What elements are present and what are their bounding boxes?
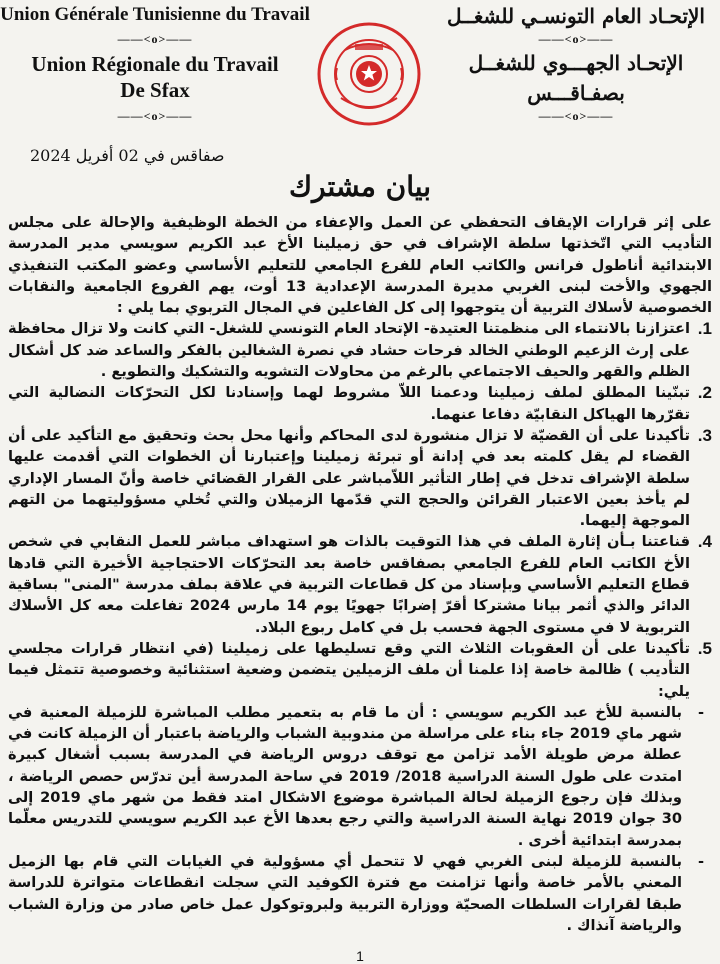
point-number: 4.	[697, 532, 712, 552]
ugtt-emblem-logo	[315, 20, 423, 128]
point-text: تبنّينا المطلق لملف زميلينا ودعمنا اللاّ مشروط لهما وإسنادنا لكل التحرّكات النضالية التي تقرّرها الهياكل النقابيّة دفاعا عنهما.	[8, 384, 690, 423]
point-number: 1.	[697, 319, 712, 339]
point-text: تأكيدنا على أن القضيّة لا تزال منشورة لدى المحاكم وأنها محل بحث وتحقيق مع التأكيد على أن القضاء لم يقل كلمته بعد في إدانة أو تبرئة زميلينا وإعتبارنا أن الخطوات التي أقدمت عليها سلطة الإشراف تدخل في إطار التأثير اللاّمباشر على القرار القضائي خاصة وأنّ المسار الإداري لم يأخذ بعين الاعتبار القرائن والحجج التي قدّمها الزميلان والتي تُخلي مسؤوليتهما من التهم الموجهة إليهما.	[8, 426, 690, 530]
list-item	[8, 382, 712, 425]
point-text: قناعتنا بـأن إثارة الملف في هذا التوقيت بالذات هو استهداف مباشر للعمل النقابي في شخص الأخ الكاتب العام للفرع الجامعي بصفاقس خاصة بعد التحرّكات الاحتجاجية الأخيرة التي قادها قطاع التعليم الأساسي وبإسناد من كل قطاعات التربية في علاقة بملف مدرسة "المنى" بساقية الدائر والذي أثمر بيانا مشتركا أقرّ إضرابًا جهويًا يوم 14 مارس 2024 تفاعلت معه كل الأسلاك التربوية لا في مستوى الجهة فحسب بل في كامل ربوع البلاد.	[8, 533, 690, 636]
org-name-french: Union Générale Tunisienne du Travail	[0, 4, 310, 25]
subpoint-text: بالنسبة للأخ عبد الكريم سويسي : أن ما قام به بتعمير مطلب المباشرة للزميلة المعنية في شهر ماي 2019 جاء بناء على مراسلة من مندوبية الشباب والرياضة باعتبار أن الزميلة كانت في عطلة مرض طويلة الأمد تزامن مع توقف دروس الرياضة في المدرسة بسبب أشغال كبيرة امتدت على طول السنة الدراسية 2018/ 2019 في ساحة المدرسة أين تدرّس حصص الرياضة ، وبذلك فإن رجوع الزميلة لحالة المباشرة موضوع الاشكال امتد فقط من شهر ماي 2019 إلى 30 جوان 2019 نهاية السنة الدراسية والتي رجع بعدها الأخ عبد الكريم سويسي للتدريس معلّما بمدرسة ابتدائية أخرى .	[8, 703, 683, 849]
regional-union-french: Union Régionale du Travail	[31, 52, 279, 76]
page-number: 1	[356, 948, 364, 964]
points-list	[8, 318, 712, 701]
regional-union-arabic: الإتحـاد الجهـــوي للشغــل	[468, 51, 684, 75]
dash-bullet: -	[697, 703, 704, 721]
header-separator: ——<o>——	[538, 32, 614, 46]
document-date: صفاقس في 02 أفريل 2024	[30, 146, 225, 165]
dash-bullet: -	[697, 852, 704, 870]
point-number: 3.	[697, 425, 712, 445]
header-separator: ——<o>——	[538, 109, 614, 123]
statement-body	[8, 212, 712, 944]
point-number: 2.	[697, 383, 712, 403]
point-number: 5.	[697, 638, 712, 658]
city-arabic: بصفـاقـــس	[527, 81, 625, 105]
point-text: تأكيدنا على أن العقوبات الثلاث التي وقع تسليطها على زميلينا (في انتظار قرارات مجلسي التأديب ) ظالمة خاصة إذا علمنا أن ملف الزميلين يتضمن وضعية استثنائية وخصوصية تتمثل فيما يلي:	[8, 639, 690, 700]
list-item	[8, 702, 712, 851]
list-item	[8, 425, 712, 531]
subpoint-text: بالنسبة للزميلة لبنى الغربي فهي لا تتحمل أي مسؤولية في الغيابات التي قام بها الزميل المعني بالأمر خاصة وأنها تزامنت مع فترة الكوفيد التي سجلت انقطاعات متواترة للدراسة طبقا لقرارات السلطات الصحيّة ووزارة التربية ولبروتوكول عمل خاص صادر من وزارة الشباب والرياضة آنذاك .	[8, 852, 682, 934]
header-french	[0, 4, 310, 128]
header-arabic	[436, 4, 716, 128]
intro-paragraph: على إثر قرارات الإيقاف التحفظي عن العمل والإعفاء من الخطة الوظيفية والإحالة على مجلس التأديب التي اتّخذتها سلطة الإشراف في حق زميلينا الأخ عبد الكريم سويسي مدير المدرسة الابتدائية أناطول فرانس والكاتب العام للفرع الجامعي للتعليم الأساسي وعضو المكتب التنفيذي الجهوي والأخت لبنى الغربي مديرة المدرسة الإعدادية 13 أوت، يهم الفروع الجامعية والنقابات الخصوصية لأسلاك التربية أن يتوجهوا إلى كل الفاعلين في المجال التربوي بما يلي :	[8, 214, 712, 317]
list-item	[8, 851, 712, 936]
document-title: بيان مشترك	[288, 170, 432, 203]
list-item	[8, 318, 712, 382]
subpoints-list	[8, 702, 712, 936]
header-separator: ——<o>——	[117, 32, 193, 46]
list-item	[8, 531, 712, 637]
point-text: اعتزازنا بالانتماء الى منظمتنا العتيدة- الإتحاد العام التونسي للشغل- التي كانت ولا تزال محافظة على إرث الزعيم الوطني الخالد فرحات حشاد في نصرة الشغالين بالفكر والساعد ضد كل أشكال الظلم والقهر والحيف الاجتماعي بالرغم من محاولات التشويه والتشكيك والتطويع .	[8, 320, 690, 381]
org-name-arabic: الإتحـاد العام التونسـي للشغــل	[447, 4, 705, 28]
list-item	[8, 638, 712, 702]
header-separator: ——<o>——	[117, 109, 193, 123]
city-french: De Sfax	[120, 78, 190, 102]
